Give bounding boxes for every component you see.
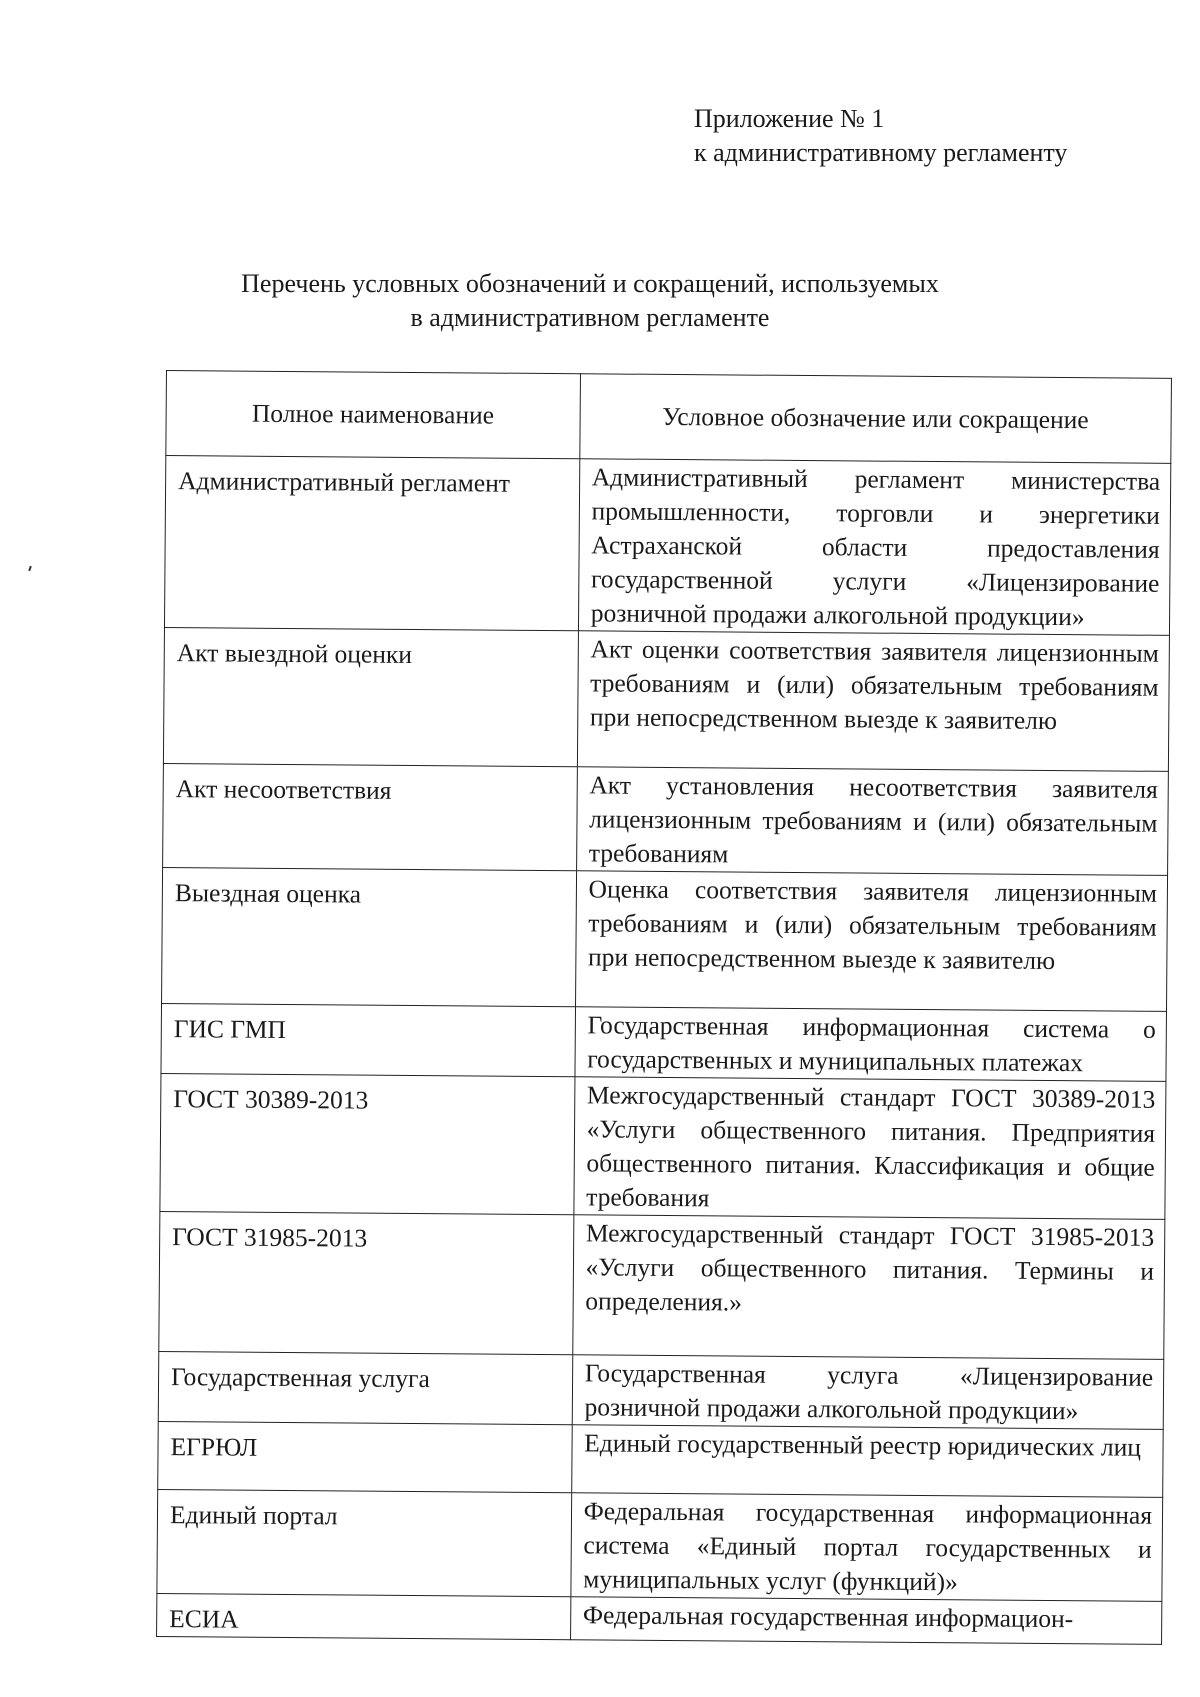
appendix-reference — [694, 102, 1067, 170]
abbreviations-table — [156, 370, 1172, 1645]
definition-cell: Акт установления несоответствия заявителя лицензионным требованиям и (или) обязательным требованиям — [576, 767, 1168, 876]
table-row — [161, 1003, 1167, 1081]
definition-cell: Акт оценки соответствия заявителя лицензионным требованиям и (или) обязательным требованиям при непосредственном выезде к заявителю — [577, 631, 1169, 772]
definition-cell: Межгосударственный стандарт ГОСТ 30389-2013 «Услуги общественного питания. Предприятия общественного питания. Классификация и общие требования — [574, 1077, 1166, 1220]
definition-cell: Федеральная государственная информацион- — [570, 1597, 1162, 1645]
header-full-name: Полное наименование — [166, 371, 580, 459]
header-abbreviation: Условное обозначение или сокращение — [579, 374, 1171, 464]
term-cell: Государственная услуга — [158, 1351, 572, 1424]
scan-artifact — [28, 566, 32, 571]
definition-cell: Федеральная государственная информационная система «Единый портал государственных и муниципальных услуг (функций)» — [571, 1493, 1163, 1602]
table-row — [160, 1073, 1166, 1219]
document-title — [160, 267, 1020, 335]
document-title-line1: Перечень условных обозначений и сокращений, используемых — [241, 269, 939, 298]
table-row — [162, 867, 1168, 1011]
table-row — [158, 1351, 1164, 1429]
term-cell: ГИС ГМП — [161, 1003, 575, 1076]
table-row — [163, 627, 1169, 771]
table-row — [158, 1421, 1164, 1497]
term-cell: Акт выездной оценки — [163, 627, 578, 766]
table-header-row — [166, 371, 1172, 464]
table-row — [157, 1593, 1162, 1644]
term-cell: Единый портал — [157, 1489, 571, 1596]
table-row — [164, 456, 1170, 636]
term-cell: ЕСИА — [157, 1593, 571, 1639]
definition-cell: Государственная информационная система о государственных и муниципальных платежах — [575, 1007, 1167, 1082]
appendix-number: Приложение № 1 — [694, 104, 885, 133]
term-cell: Выездная оценка — [162, 867, 577, 1006]
term-cell: Административный регламент — [164, 456, 579, 631]
definition-cell: Государственная услуга «Лицензирование розничной продажи алкогольной продукции» — [572, 1355, 1164, 1430]
definition-cell: Оценка соответствия заявителя лицензионным требованиям и (или) обязательным требованиям при непосредственном выезде к заявителю — [575, 871, 1167, 1012]
table-row — [157, 1489, 1163, 1601]
definition-cell: Административный регламент министерства промышленности, торговли и энергетики Астраханской области предоставления государственной услуги «Лицензирование розничной продажи алкогольной продукции» — [578, 459, 1171, 636]
term-cell: ГОСТ 30389-2013 — [160, 1073, 575, 1214]
table-row — [163, 763, 1169, 875]
definition-cell: Единый государственный реестр юридических лиц — [571, 1425, 1163, 1498]
definition-cell: Межгосударственный стандарт ГОСТ 31985-2013 «Услуги общественного питания. Термины и определения.» — [572, 1215, 1164, 1360]
table-row — [159, 1211, 1165, 1359]
term-cell: Акт несоответствия — [163, 763, 577, 870]
term-cell: ЕГРЮЛ — [158, 1421, 572, 1492]
appendix-target: к административному регламенту — [694, 138, 1068, 167]
term-cell: ГОСТ 31985-2013 — [159, 1211, 574, 1354]
document-title-line2: в административном регламенте — [410, 303, 770, 332]
